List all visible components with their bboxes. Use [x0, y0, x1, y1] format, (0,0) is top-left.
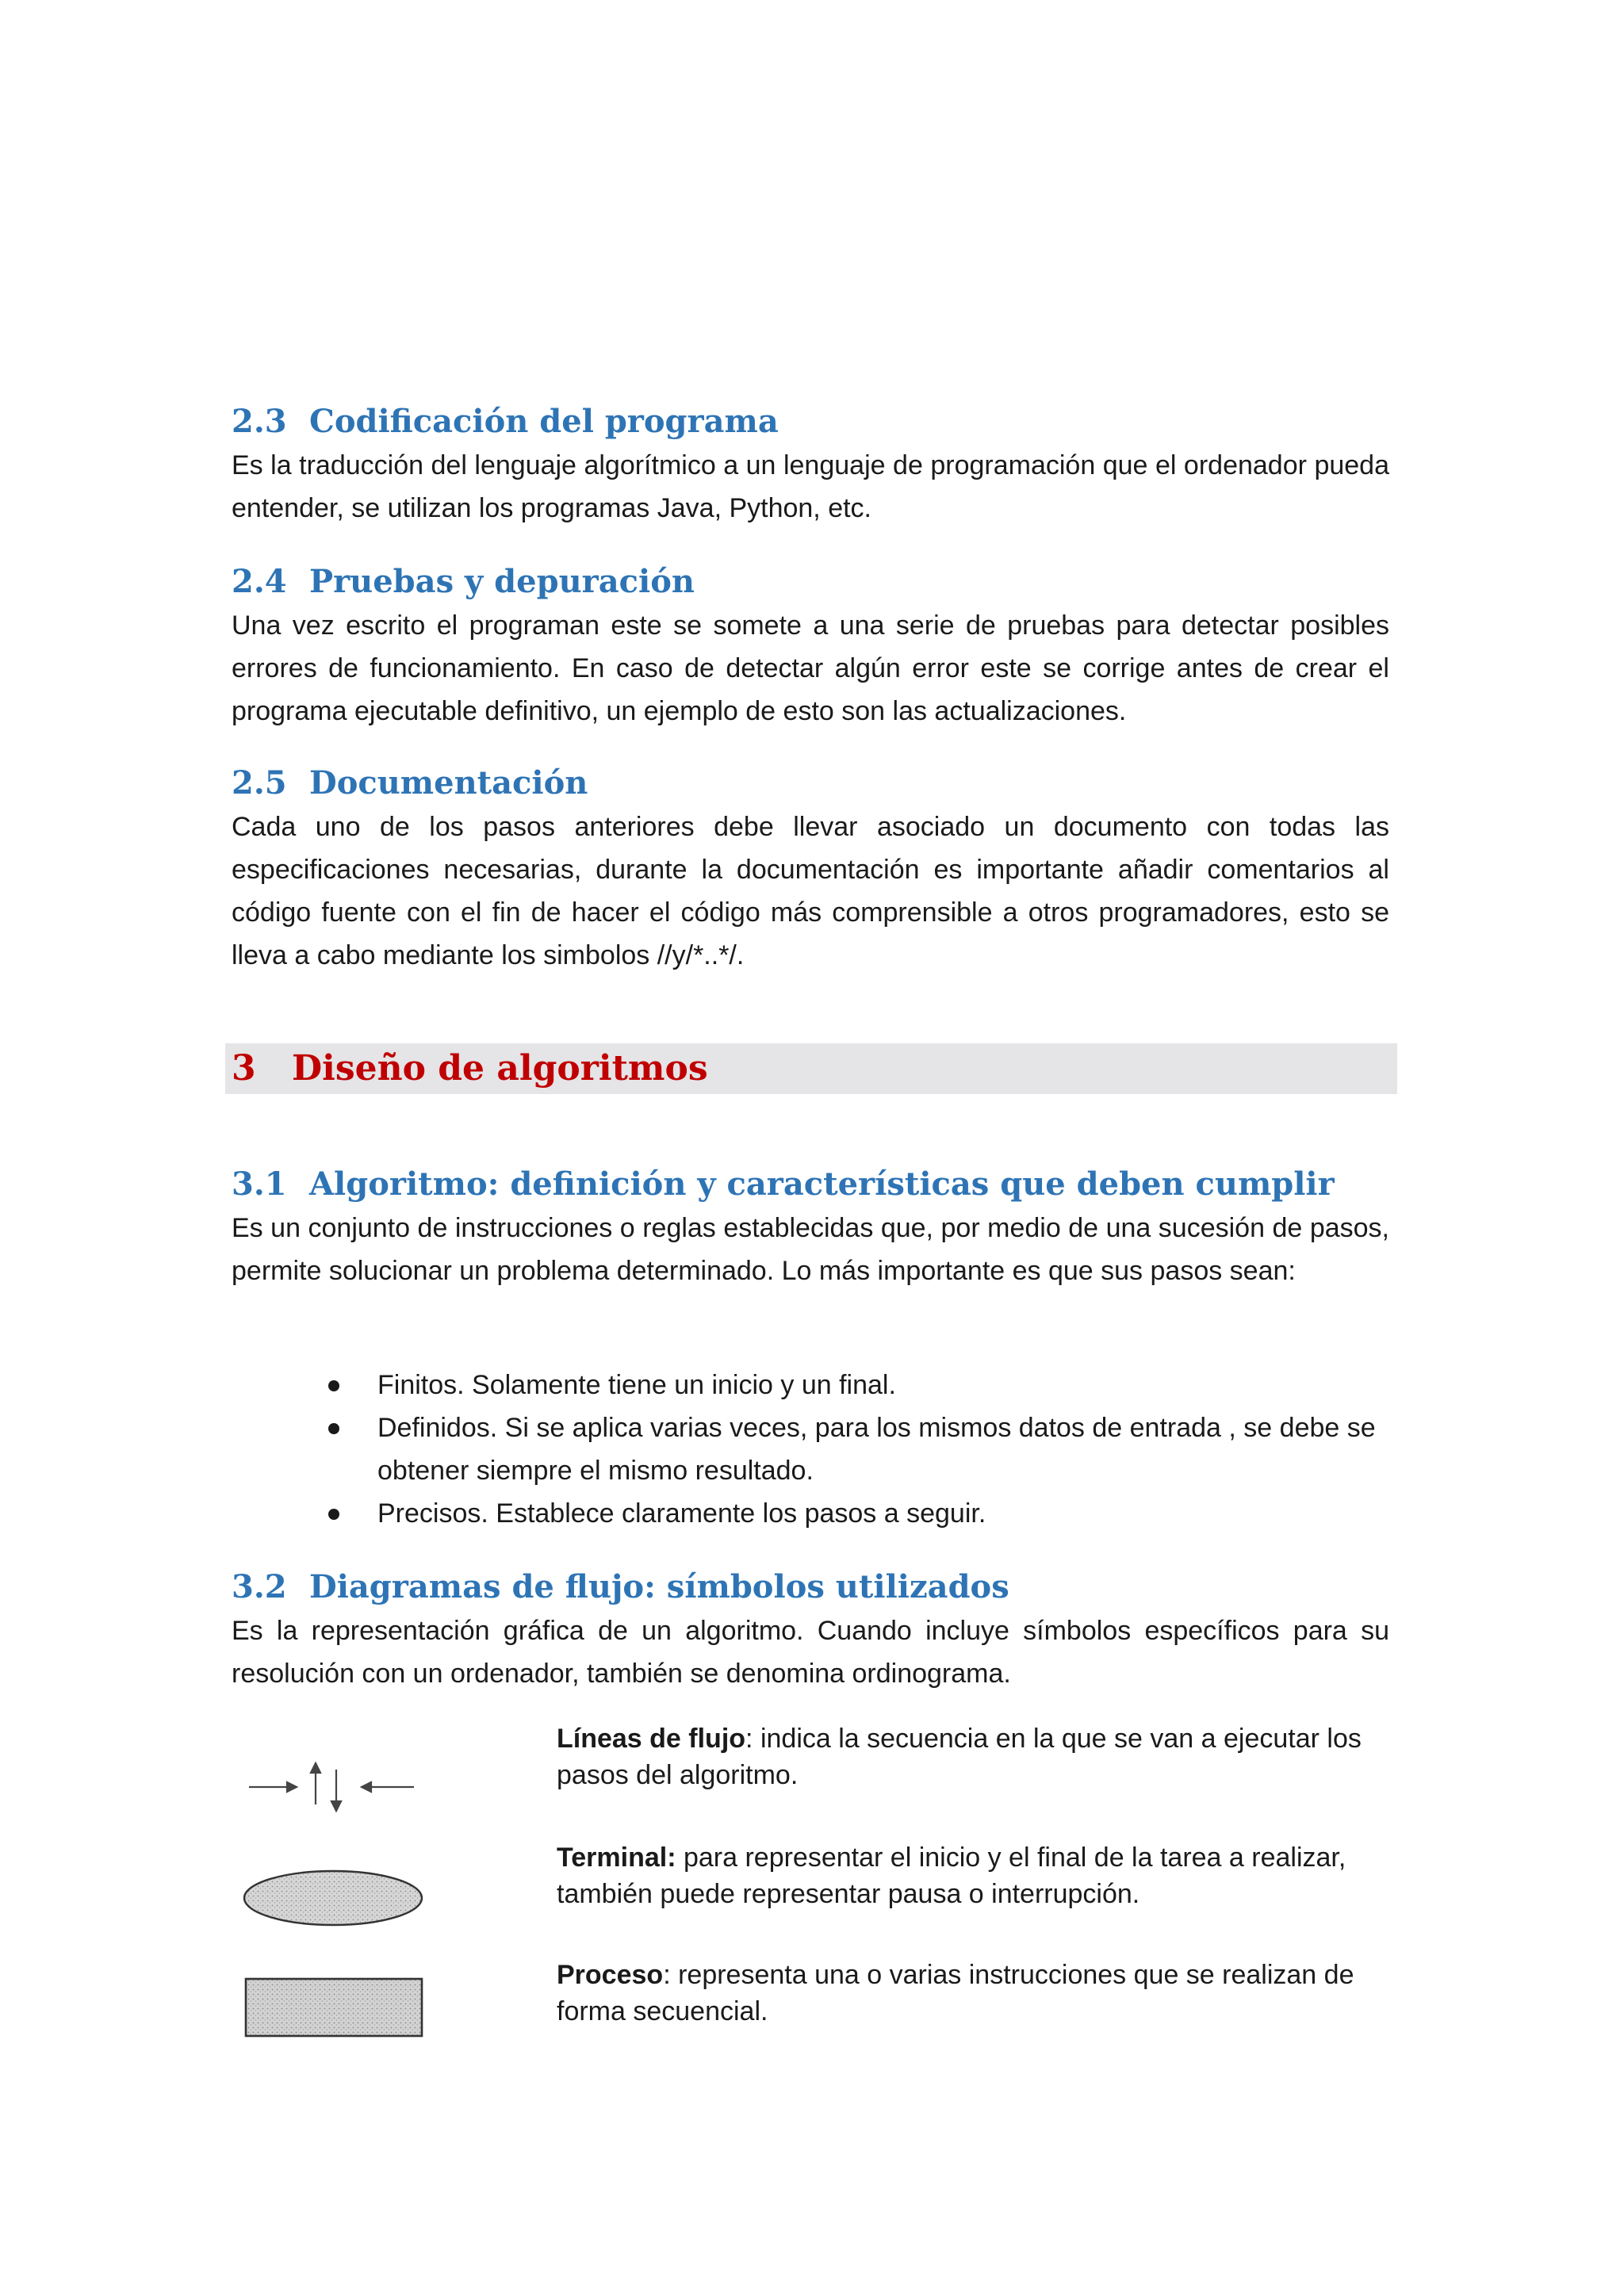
section-3-2-heading [232, 1567, 1389, 1608]
section-number: 3 [232, 1048, 256, 1089]
process-description [557, 1957, 1389, 2030]
separator [676, 1843, 684, 1873]
terminal-description [557, 1839, 1389, 1912]
section-2-3-body: Es la traducción del lenguaje algorítmico a un lenguaje de programación que el ordenador pueda entender, se utilizan los programas Java, Python, etc. [232, 450, 1389, 523]
separator: : [663, 1960, 679, 1990]
list-item-text: Finitos. Solamente tiene un inicio y un final. [377, 1370, 896, 1400]
bullet-icon [328, 1380, 339, 1391]
section-number: 3.1 [232, 1165, 287, 1203]
section-2-3-heading [232, 401, 1389, 442]
section-3-heading [225, 1043, 1397, 1094]
section-3-bar [225, 1043, 1397, 1094]
process-rectangle-icon [238, 1974, 428, 2041]
section-number: 3.2 [232, 1568, 287, 1605]
section-number: 2.3 [232, 403, 287, 440]
section-title: Pruebas y depuración [309, 563, 695, 600]
symbol-description: indica la secuencia en la que se van a ejecutar los pasos del algoritmo. [557, 1724, 1362, 1790]
section-2-4 [232, 561, 1389, 733]
section-3-1 [232, 1164, 1389, 1292]
symbol-term: Proceso [557, 1960, 664, 1990]
separator: : [745, 1724, 760, 1754]
section-2-5-heading [232, 763, 1389, 804]
list-item-text: Precisos. Establece claramente los pasos a seguir. [377, 1498, 986, 1529]
characteristics-list [328, 1364, 1389, 1535]
list-item [328, 1406, 1389, 1492]
list-item-text: Definidos. Si se aplica varias veces, para los mismos datos de entrada , se debe se obtener siempre el mismo resultado. [377, 1413, 1376, 1486]
section-2-5 [232, 763, 1389, 977]
section-2-4-heading [232, 561, 1389, 603]
section-number: 2.4 [232, 563, 287, 600]
section-3-2-body: Es la representación gráfica de un algoritmo. Cuando incluye símbolos específicos para su resolución con un ordenador, también se denomina ordinograma. [232, 1616, 1389, 1689]
section-title: Algoritmo: definición y características que deben cumplir [309, 1165, 1335, 1203]
section-3-2 [232, 1567, 1389, 1695]
symbol-term: Terminal: [557, 1843, 676, 1873]
list-item [328, 1492, 1389, 1535]
section-title: Documentación [309, 764, 588, 802]
section-title: Diseño de algoritmos [292, 1048, 708, 1089]
section-2-5-body: Cada uno de los pasos anteriores debe llevar asociado un documento con todas las especificaciones necesarias, durante la documentación es importante añadir comentarios al código fuente con el fin de hacer el código más comprensible a otros programadores, esto se lleva a cabo mediante los simbolos //y/*..*/. [232, 812, 1389, 970]
bullet-icon [328, 1509, 339, 1520]
flow-lines-icon [238, 1758, 428, 1822]
section-2-4-body: Una vez escrito el programan este se somete a una serie de pruebas para detectar posibles errores de funcionamiento. En caso de detectar algún error este se corrige antes de crear el programa ejecutable definitivo, un ejemplo de esto son las actualizaciones. [232, 610, 1389, 726]
terminal-ellipse-icon [238, 1866, 428, 1930]
bullet-icon [328, 1423, 339, 1434]
section-title: Diagramas de flujo: símbolos utilizados [309, 1568, 1009, 1605]
section-title: Codificación del programa [309, 403, 779, 440]
section-3-1-body: Es un conjunto de instrucciones o reglas establecidas que, por medio de una sucesión de pasos, permite solucionar un problema determinado. Lo más importante es que sus pasos sean: [232, 1213, 1389, 1286]
symbol-term: Líneas de flujo [557, 1724, 746, 1754]
section-2-3 [232, 401, 1389, 530]
list-item [328, 1364, 1389, 1406]
section-3-1-heading [232, 1164, 1389, 1205]
symbol-description: representa una o varias instrucciones que se realizan de forma secuencial. [557, 1960, 1354, 2026]
flow-lines-description [557, 1720, 1389, 1793]
section-number: 2.5 [232, 764, 287, 802]
symbol-description: para representar el inicio y el final de la tarea a realizar, también puede representar pausa o interrupción. [557, 1843, 1346, 1909]
